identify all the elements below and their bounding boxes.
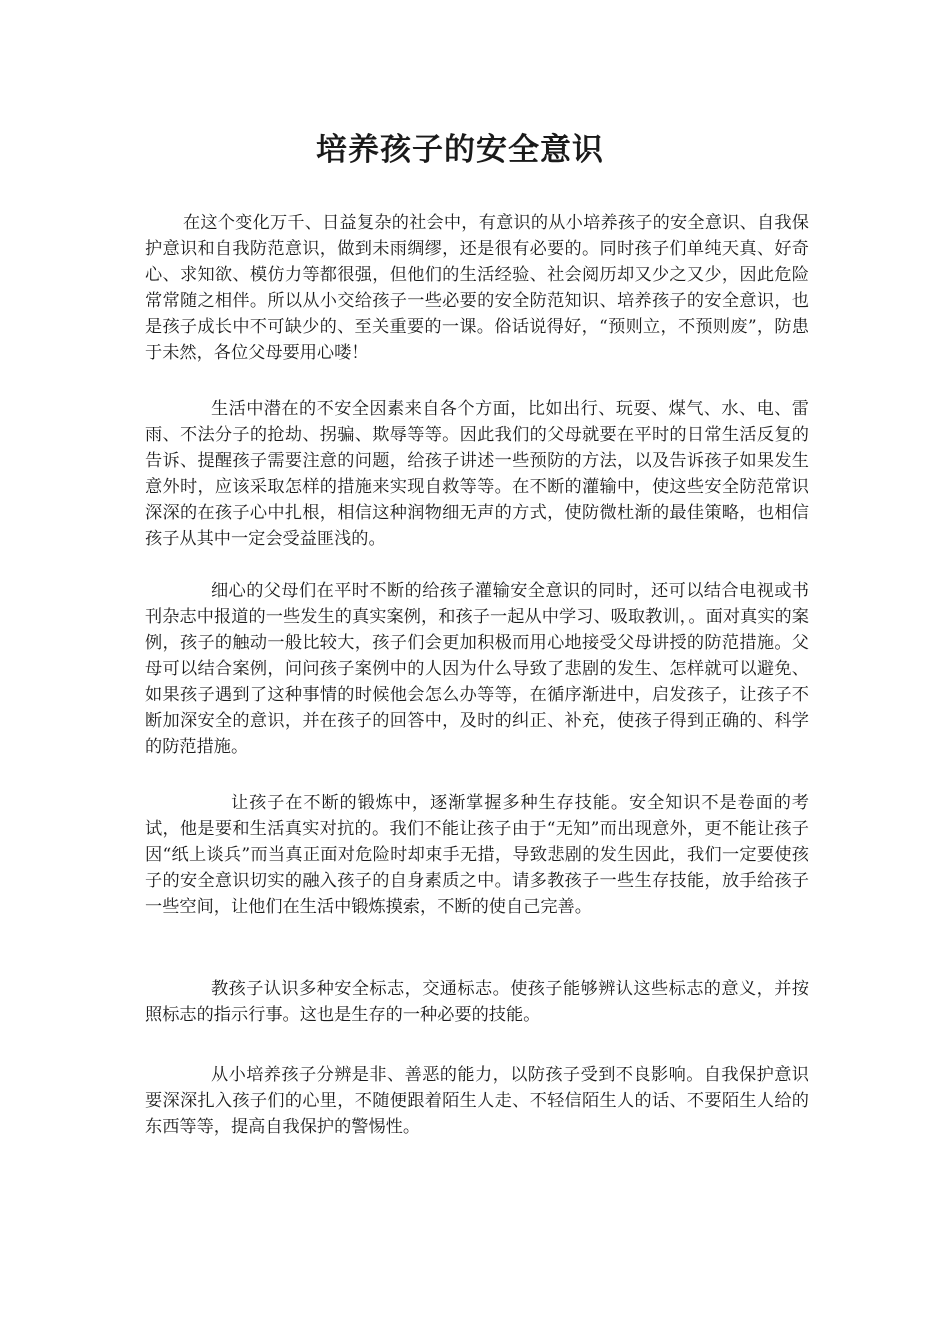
- document-title: 培养孩子的安全意识: [316, 132, 604, 168]
- paragraph-6: 从小培养孩子分辨是非、善恶的能力，以防孩子受到不良影响。自我保护意识要深深扎入孩子们的心里，不随便跟着陌生人走、不轻信陌生人的话、不要陌生人给的东西等等，提高自我保护的警惕性。: [145, 1065, 809, 1137]
- paragraph-2: 生活中潜在的不安全因素来自各个方面，比如出行、玩耍、煤气、水、电、雷雨、不法分子的抢劫、拐骗、欺辱等等。因此我们的父母就要在平时的日常生活反复的告诉、提醒孩子需要注意的问题，给孩子讲述一些预防的方法，以及告诉孩子如果发生意外时，应该采取怎样的措施来实现自救等等。在不断的灌输中，使这些安全防范常识深深的在孩子心中扎根，相信这种润物细无声的方式，使防微杜渐的最佳策略，也相信孩子从其中一定会受益匪浅的。: [145, 399, 809, 549]
- paragraph-3: 细心的父母们在平时不断的给孩子灌输安全意识的同时，还可以结合电视或书刊杂志中报道的一些发生的真实案例，和孩子一起从中学习、吸取教训，。面对真实的案例，孩子的触动一般比较大，孩子们会更加积极而用心地接受父母讲授的防范措施。父母可以结合案例，问问孩子案例中的人因为什么导致了悲剧的发生、怎样就可以避免、如果孩子遇到了这种事情的时候他会怎么办等等，在循序渐进中，启发孩子，让孩子不断加深安全的意识，并在孩子的回答中，及时的纠正、补充，使孩子得到正确的、科学的防范措施。: [145, 581, 809, 757]
- paragraph-4: 让孩子在不断的锻炼中，逐渐掌握多种生存技能。安全知识不是卷面的考试，他是要和生活真实对抗的。我们不能让孩子由于“无知”而出现意外，更不能让孩子因“纸上谈兵”而当真正面对危险时却束手无措，导致悲剧的发生因此，我们一定要使孩子的安全意识切实的融入孩子的自身素质之中。请多教孩子一些生存技能，放手给孩子一些空间，让他们在生活中锻炼摸索，不断的使自己完善。: [145, 793, 809, 917]
- paragraph-1: 在这个变化万千、日益复杂的社会中，有意识的从小培养孩子的安全意识、自我保护意识和自我防范意识，做到未雨绸缪，还是很有必要的。同时孩子们单纯天真、好奇心、求知欲、模仿力等都很强，但他们的生活经验、社会阅历却又少之又少，因此危险常常随之相伴。所以从小交给孩子一些必要的安全防范知识、培养孩子的安全意识，也是孩子成长中不可缺少的、至关重要的一课。俗话说得好，“预则立，不预则废”，防患于未然，各位父母要用心喽！: [145, 213, 809, 363]
- paragraph-5: 教孩子认识多种安全标志，交通标志。使孩子能够辨认这些标志的意义，并按照标志的指示行事。这也是生存的一种必要的技能。: [145, 979, 809, 1025]
